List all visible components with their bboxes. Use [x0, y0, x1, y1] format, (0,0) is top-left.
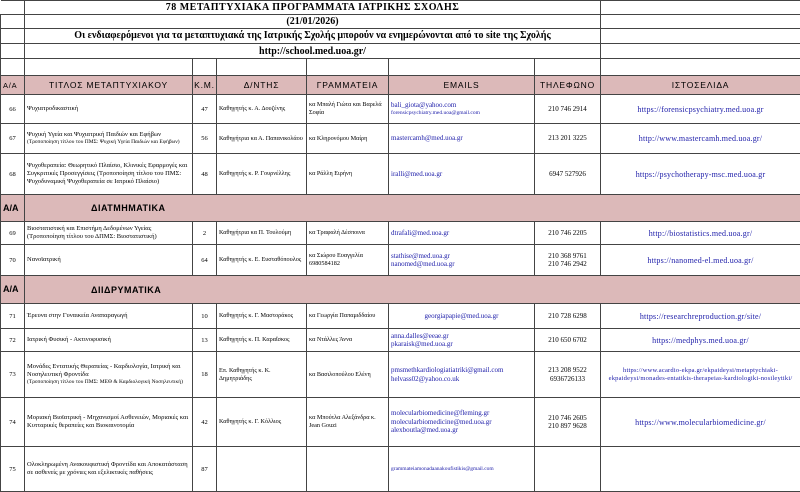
website-link[interactable]: https://forensicpsychiatry.med.uoa.gr: [601, 95, 800, 124]
website-link[interactable]: https://researchreproduction.gr/site/: [601, 304, 800, 329]
email-link[interactable]: pkaraisk@med.uoa.gr: [391, 340, 532, 349]
email-link[interactable]: molecularbiomedicine@med.uoa.gr: [391, 418, 532, 427]
table-row: 73 Μονάδες Εντατικής Θεραπείας - Καρδιολογία, Ιατρική και Νοσηλευτική Φροντίδα (Τροποποίηση τίτλου του ΠΜΣ: ΜΕΘ & Καρδιολογική Νοσηλευτική) 18 Επ. Καθηγητής κ. Κ. Δημητριάδης κα Βασιλοπούλου Ελένη pmsmethkardiologiatiatriki@gmail.com helvass02@yahoo.co.uk 213 208 9522 6936726133 https://www.acardio-ekpa.gr/ekpaideysi/metaptychiaki-ekpaideysi/monades-entatikis-therapeias-kardiologiki-nosileytiki/: [1, 352, 800, 398]
website-link[interactable]: http://biostatistics.med.uoa.gr/: [601, 222, 800, 245]
table-row: 67 Ψυχική Υγεία και Ψυχιατρική Παιδιών και Εφήβων (Τροποποίηση τίτλου του ΠΜΣ: Ψυχική Υγεία Παιδιών και Εφήβων) 56 Καθηγήτρια κα Α. Παπανικολάου κα Κληρονόμου Μαίρη mastercamh@med.uoa.gr 213 201 3225 http://www.mastercamh.med.uoa.gr/: [1, 124, 800, 154]
section-row: [1, 195, 800, 222]
col-director: Δ/ΝΤΗΣ: [217, 76, 307, 95]
col-title: ΤΙΤΛΟΣ ΜΕΤΑΠΤΥΧΙΑΚΟΥ: [25, 76, 193, 95]
email-link[interactable]: helvass02@yahoo.co.uk: [391, 375, 532, 384]
col-km: Κ.Μ.: [193, 76, 217, 95]
section-title: ΔΙΙΔΡΥΜΑΤΙΚΑ: [25, 276, 800, 304]
table-row: 71 Έρευνα στην Γυναικεία Αναπαραγωγή 10 Καθηγητής κ. Γ. Μαστοράκος κα Γεωργία Παπαμιδδαίου georgiapapie@med.uoa.gr 210 728 6298 https://researchreproduction.gr/site/: [1, 304, 800, 329]
email-link[interactable]: pmsmethkardiologiatiatriki@gmail.com: [391, 366, 532, 375]
table-row: 74 Μοριακή Βιοϊατρική - Μηχανισμοί Ασθενειών, Μοριακές και Κυτταρικές θεραπείες και Βιοκαινοτομία 42 Καθηγητής κ. Γ. Κόλλιος κα Μπούτλα Αλεξάνδρα κ. Jean Gouzi molecularbiomedicine@fleming.gr molecularbiomedicine@med.uoa.gr alexboutla@med.uoa.gr 210 746 2605 210 897 9628 https://www.molecularbiomedicine.gr/: [1, 398, 800, 447]
col-aa: Α/Α: [1, 76, 25, 95]
section-title: ΔΙΑΤΜΗΜΑΤΙΚΑ: [25, 195, 800, 222]
doc-notice: Οι ενδιαφερόμενοι για τα μεταπτυχιακά της Ιατρικής Σχολής μπορούν να ενημερώνονται από το site της Σχολής: [25, 29, 601, 44]
email-link[interactable]: alexboutla@med.uoa.gr: [391, 426, 532, 435]
email-link[interactable]: mastercamh@med.uoa.gr: [391, 134, 532, 143]
col-website: ΙΣΤΟΣΕΛΙΔΑ: [601, 76, 800, 95]
website-link[interactable]: https://psychotherapy-msc.med.uoa.gr: [601, 154, 800, 195]
section-aa: Α/Α: [1, 195, 25, 222]
table-row: 75 Ολοκληρωμένη Ανακουφιστική Φροντίδα και Αποκατάσταση σε ασθενείς με χρόνιες και εξελικτικές παθήσεις 87 grammateiamonadaanakoufistikis@gmail.com: [1, 447, 800, 492]
table-row: 72 Ιατρική Φυσική - Ακτινοφυσική 13 Καθηγητής κ. Π. Καραΐσκος κα Ντάλλες Άννα anna.dalles@eeae.gr pkaraisk@med.uoa.gr 210 650 6702 https://medphys.med.uoa.gr/: [1, 329, 800, 352]
col-emails: EMAILS: [389, 76, 535, 95]
section-aa: Α/Α: [1, 276, 25, 304]
website-link[interactable]: https://nanomed-el.med.uoa.gr/: [601, 245, 800, 276]
website-link[interactable]: http://www.mastercamh.med.uoa.gr/: [601, 124, 800, 154]
email-link[interactable]: nanomed@med.uoa.gr: [391, 260, 532, 269]
email-link[interactable]: forensicpsychiatry.med.uoa@gmail.com: [391, 109, 532, 118]
table-row: 69 Βιοστατιστική και Επιστήμη Δεδομένων Υγείας (Τροποποίηση τίτλου του ΔΠΜΣ: Βιοστατιστική) 2 Καθηγήτρια κα Π. Τουλούμη κα Τραφαλή Δέσποινα dtrafali@med.uoa.gr 210 746 2205 http://biostatistics.med.uoa.gr/: [1, 222, 800, 245]
email-link[interactable]: grammateiamonadaanakoufistikis@gmail.com: [391, 465, 532, 474]
table-row: 68 Ψυχοθεραπεία: Θεωρητικό Πλαίσιο, Κλινικές Εφαρμογές και Συγκριτικές Προσεγγίσεις (Τροποποίηση τίτλου του ΠΜΣ: Ψυχοδυναμική Ψυχοθεραπεία σε Ιατρικό Πλαίσιο) 48 Καθηγητής κ. Ρ. Γουρνέλλης κα Ράλλη Ειρήνη iralli@med.uoa.gr 6947 527926 https://psychotherapy-msc.med.uoa.gr: [1, 154, 800, 195]
website-link[interactable]: [601, 447, 800, 492]
email-link[interactable]: stathise@med.uoa.gr: [391, 252, 532, 261]
email-link[interactable]: molecularbiomedicine@fleming.gr: [391, 409, 532, 418]
email-link[interactable]: iralli@med.uoa.gr: [391, 170, 532, 179]
website-link[interactable]: https://www.molecularbiomedicine.gr/: [601, 398, 800, 447]
doc-date: (21/01/2026): [25, 15, 601, 29]
email-link[interactable]: georgiapapie@med.uoa.gr: [391, 312, 532, 321]
website-link[interactable]: https://www.acardio-ekpa.gr/ekpaideysi/metaptychiaki-ekpaideysi/monades-entatikis-therapeias-kardiologiki-nosileytiki/: [601, 352, 800, 398]
table-row: 66 Ψυχιατροδικαστική 47 Καθηγητής κ. Α. Δουζένης κα Μπαλή Γιώτα και Βαρελά Σοφία bali_giota@yahoo.com forensicpsychiatry.med.uoa@gmail.com 210 746 2914 https://forensicpsychiatry.med.uoa.gr: [1, 95, 800, 124]
section-row: [1, 276, 800, 304]
email-link[interactable]: dtrafali@med.uoa.gr: [391, 229, 532, 238]
email-link[interactable]: anna.dalles@eeae.gr: [391, 332, 532, 341]
col-phone: ΤΗΛΕΦΩΝΟ: [535, 76, 601, 95]
table-row: 70 Νανοϊατρική 64 Καθηγητής κ. Ε. Ευσταθόπουλος κα Σιώρου Ευαγγελία 6980584182 stathise@med.uoa.gr nanomed@med.uoa.gr 210 368 9761 210 746 2942 https://nanomed-el.med.uoa.gr/: [1, 245, 800, 276]
school-site-link[interactable]: http://school.med.uoa.gr/: [25, 44, 601, 59]
email-link[interactable]: bali_giota@yahoo.com: [391, 101, 532, 110]
website-link[interactable]: https://medphys.med.uoa.gr/: [601, 329, 800, 352]
doc-title: 78 ΜΕΤΑΠΤΥΧΙΑΚΑ ΠΡΟΓΡΑΜΜΑΤΑ ΙΑΤΡΙΚΗΣ ΣΧΟΛΗΣ: [25, 1, 601, 15]
col-secretariat: ΓΡΑΜΜΑΤΕΙΑ: [307, 76, 389, 95]
